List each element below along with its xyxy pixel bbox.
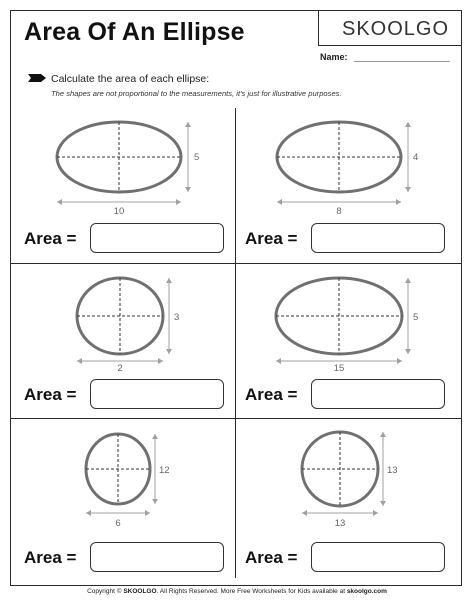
ellipse-figure-3: [77, 278, 179, 374]
width-label: 8: [336, 206, 342, 217]
answer-box-4[interactable]: [311, 379, 445, 409]
ellipse-figure-5: [86, 434, 170, 529]
width-label: 2: [117, 363, 123, 374]
page-title: Area Of An Ellipse: [24, 18, 245, 46]
footer-site-link[interactable]: skoolgo.com: [346, 588, 387, 595]
footer: [0, 588, 474, 595]
area-label-5: Area =: [24, 548, 77, 567]
instructions-text: Calculate the area of each ellipse:: [51, 73, 210, 85]
height-label: 12: [159, 465, 170, 476]
answer-box-1[interactable]: [90, 223, 224, 253]
height-label: 13: [387, 465, 398, 476]
width-label: 10: [113, 206, 125, 217]
width-label: 15: [333, 363, 345, 374]
footer-suffix: . All Rights Reserved. More Free Worksheets for Kids available at: [156, 588, 347, 595]
answer-box-6[interactable]: [311, 542, 445, 572]
area-label-6: Area =: [245, 548, 298, 567]
logo-text: SKOOLGO: [342, 18, 450, 40]
footer-brand: SKOOLGO: [123, 588, 157, 595]
ellipse-figure-2: [277, 122, 418, 217]
ellipse-figure-6: [302, 432, 398, 529]
height-label: 3: [174, 312, 180, 323]
height-label: 5: [413, 312, 419, 323]
ellipse-figure-1: [57, 122, 199, 217]
area-label-1: Area =: [24, 229, 77, 248]
ellipse-figure-4: [276, 278, 418, 374]
area-label-4: Area =: [245, 385, 298, 404]
answer-box-5[interactable]: [90, 542, 224, 572]
answer-box-3[interactable]: [90, 379, 224, 409]
area-label-3: Area =: [24, 385, 77, 404]
instructions-note: The shapes are not proportional to the measurements, it's just for illustrative purposes.: [51, 89, 342, 98]
width-label: 6: [115, 518, 121, 529]
answer-box-2[interactable]: [311, 223, 445, 253]
height-label: 4: [413, 152, 419, 163]
height-label: 5: [194, 152, 200, 163]
name-label: Name:: [320, 52, 348, 62]
area-label-2: Area =: [245, 229, 298, 248]
width-label: 13: [334, 518, 346, 529]
footer-prefix: Copyright ©: [87, 588, 124, 595]
